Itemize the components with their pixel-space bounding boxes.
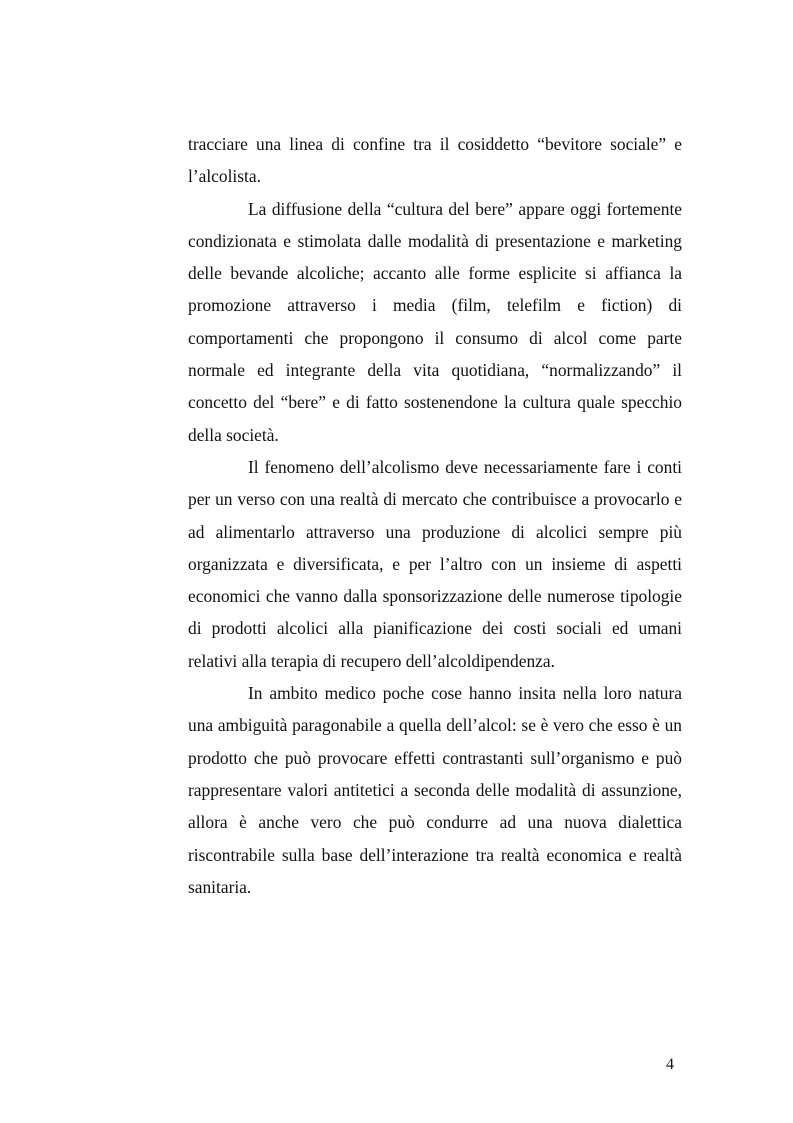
paragraph-cultura-del-bere: La diffusione della “cultura del bere” appare oggi fortemente condizionata e stimolata dalle modalità di presentazione e marketing delle bevande alcoliche; accanto alle forme esplicite si affianca la promozione attraverso i media (film, telefilm e fiction) di comportamenti che propongono il consumo di alcol come parte normale ed integrante della vita quotidiana, “normalizzando” il concetto del “bere” e di fatto sostenendone la cultura quale specchio della società. [188,198,682,445]
page-number: 4 [666,1056,674,1073]
paragraph-ambito-medico: In ambito medico poche cose hanno insita nella loro natura una ambiguità paragonabile a quella dell’alcol: se è vero che esso è un prodotto che può provocare effetti contrastanti sull’organismo e può rappresentare valori antitetici a seconda delle modalità di assunzione, allora è anche vero che può condurre ad una nuova dialettica riscontrabile sulla base dell’interazione tra realtà economica e realtà sanitaria. [188,683,682,897]
body-text [188,128,682,903]
paragraph-continuation: tracciare una linea di confine tra il cosiddetto “bevitore sociale” e l’alcolista. [188,134,682,187]
paragraph-fenomeno-alcolismo: Il fenomeno dell’alcolismo deve necessariamente fare i conti per un verso con una realtà di mercato che contribuisce a provocarlo e ad alimentarlo attraverso una produzione di alcolici sempre più organizzata e diversificata, e per l’altro con un insieme di aspetti economici che vanno dalla sponsorizzazione delle numerose tipologie di prodotti alcolici alla pianificazione dei costi sociali ed umani relativi alla terapia di recupero dell’alcoldipendenza. [188,456,682,671]
